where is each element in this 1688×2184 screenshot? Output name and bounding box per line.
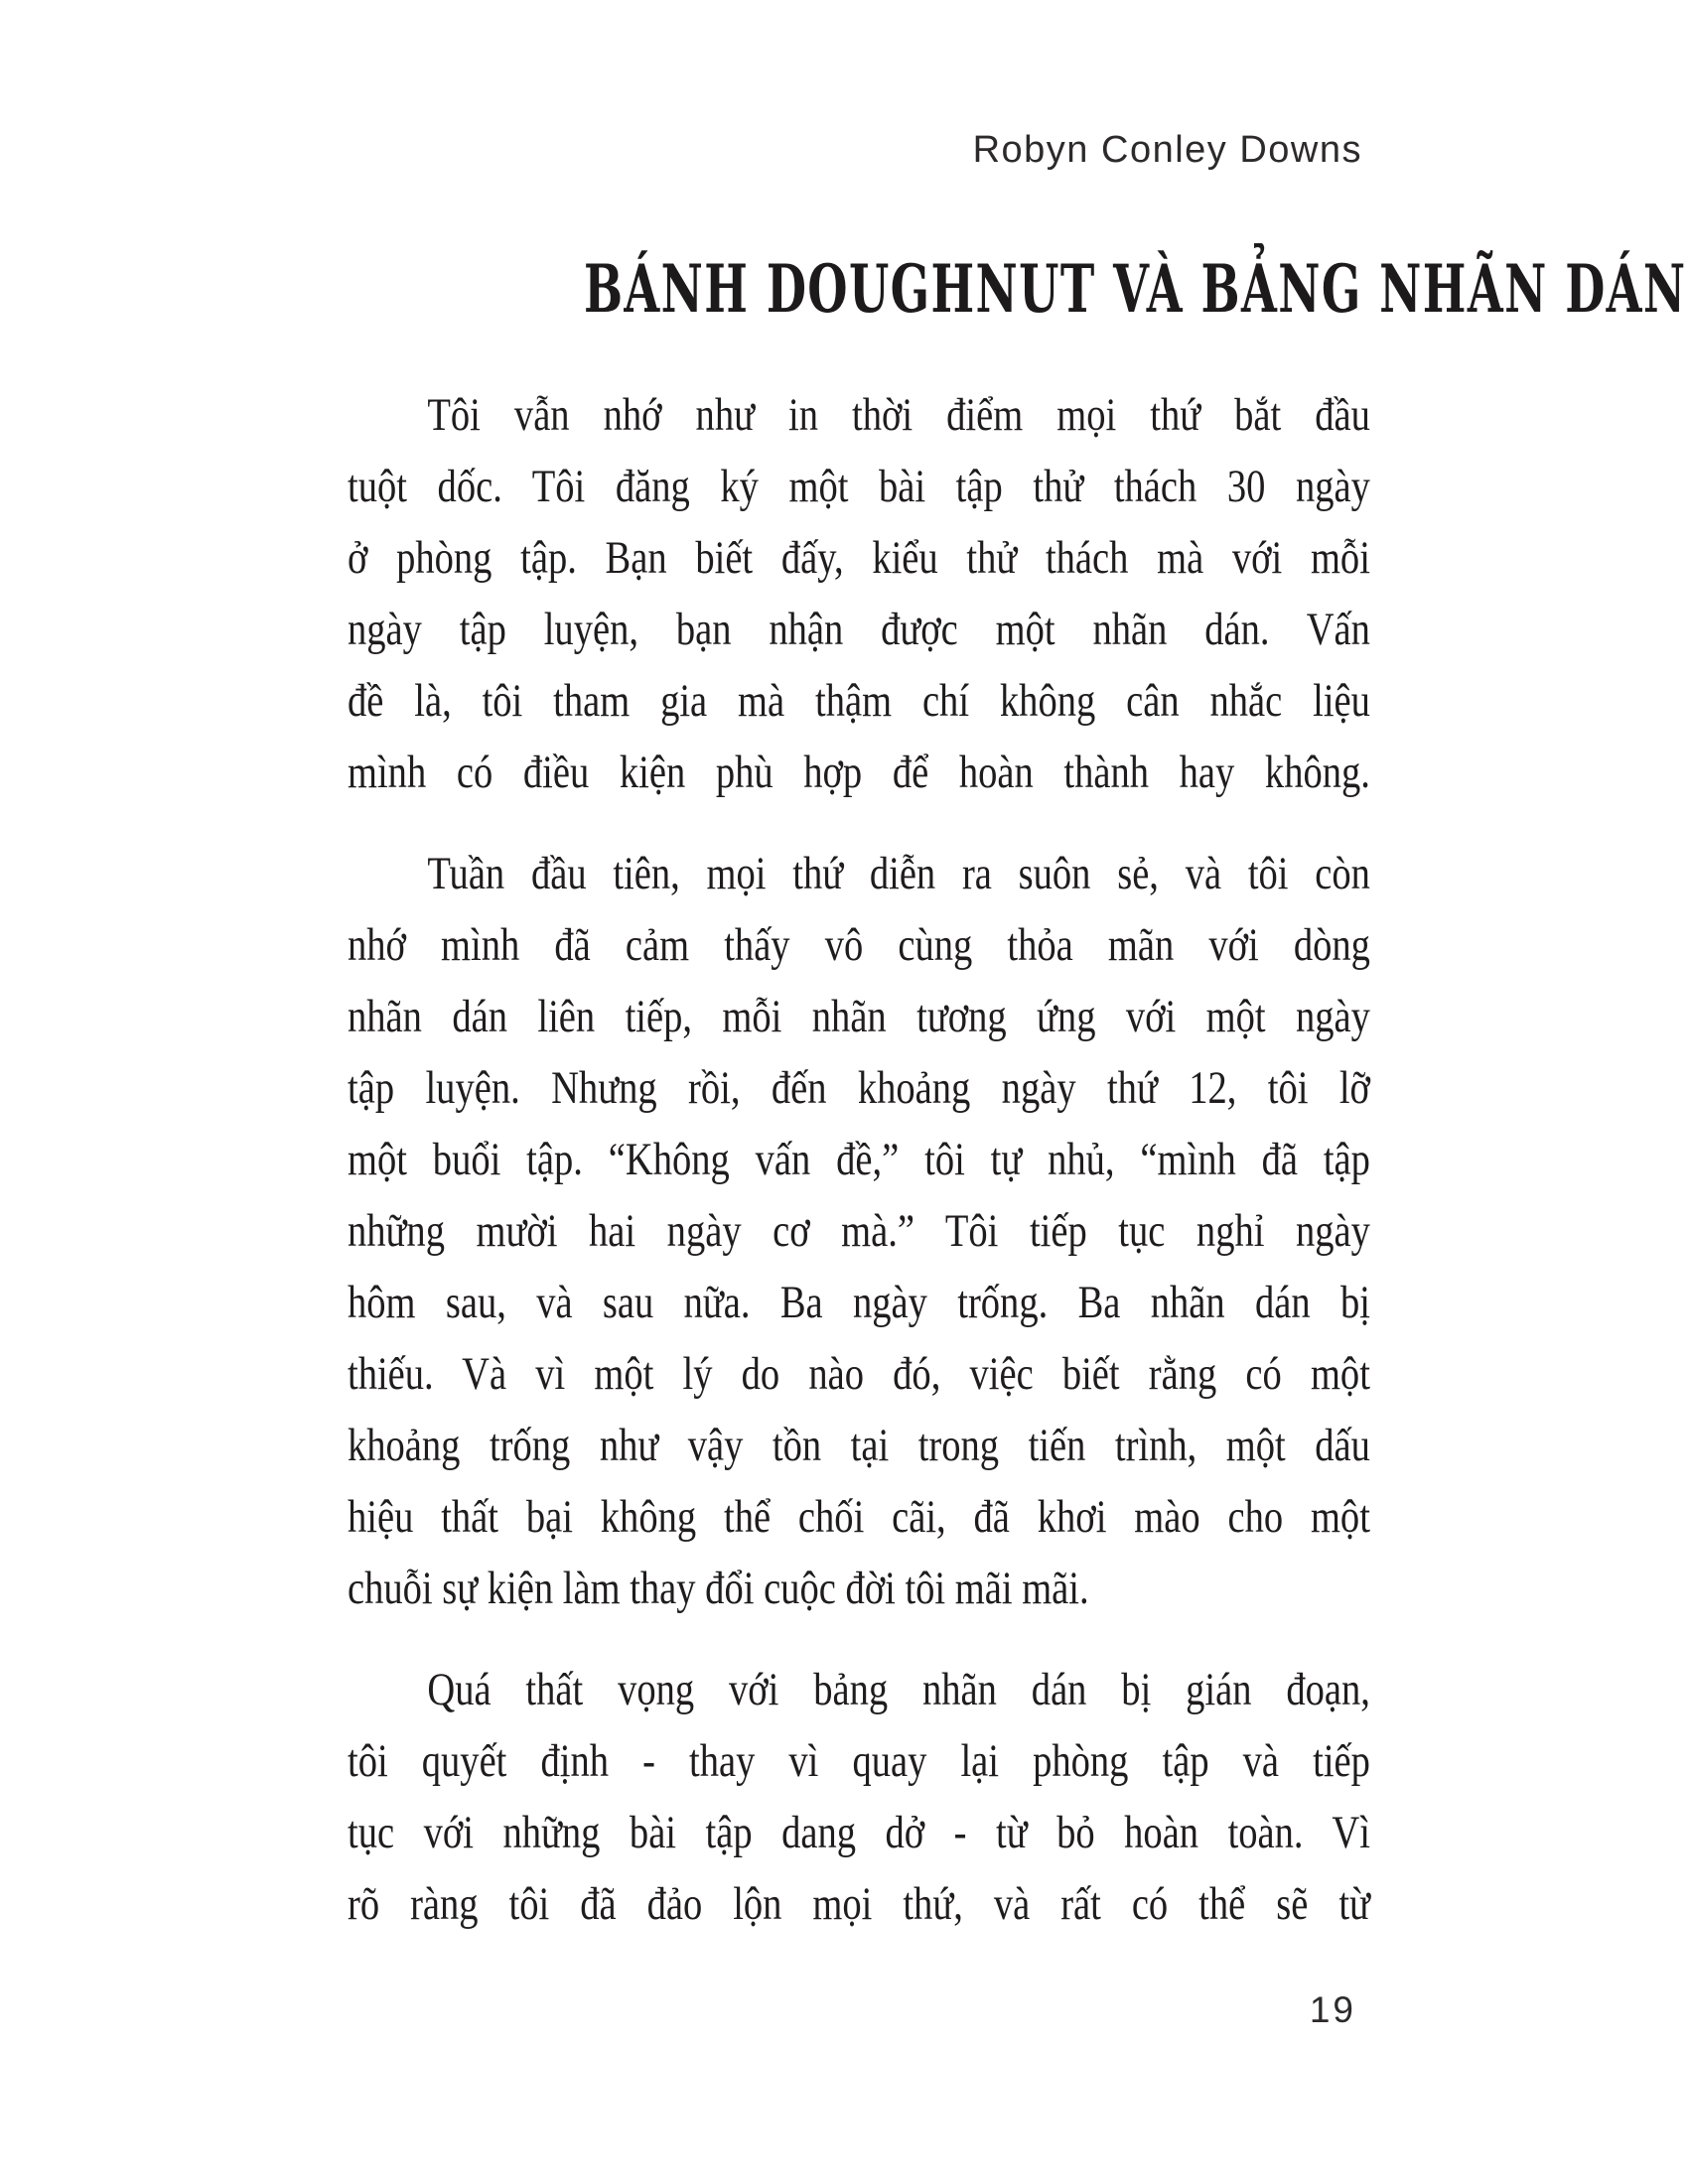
body-line: hôm sau, và sau nữa. Ba ngày trống. Ba nhãn dán bị	[348, 1277, 1370, 1328]
body-line: một buổi tập. “Không vấn đề,” tôi tự nhủ, “mình đã tập	[348, 1134, 1370, 1185]
body-line: thiếu. Và vì một lý do nào đó, việc biết rằng có một	[348, 1348, 1370, 1400]
body-line: tuột dốc. Tôi đăng ký một bài tập thử thách 30 ngày	[348, 461, 1370, 512]
body-line: chuỗi sự kiện làm thay đổi cuộc đời tôi mãi mãi.	[348, 1563, 1089, 1614]
body-line: mình có điều kiện phù hợp để hoàn thành hay không.	[348, 747, 1370, 798]
body-line: rõ ràng tôi đã đảo lộn mọi thứ, và rất có thể sẽ từ	[348, 1878, 1370, 1930]
paragraph-3	[348, 1654, 1370, 1940]
body-line: những mười hai ngày cơ mà.” Tôi tiếp tục nghỉ ngày	[348, 1205, 1370, 1257]
body-line: khoảng trống như vậy tồn tại trong tiến trình, một dấu	[348, 1420, 1370, 1471]
running-header-author: Robyn Conley Downs	[972, 129, 1362, 171]
chapter-title	[348, 250, 1687, 328]
body-line: Tôi vẫn nhớ như in thời điểm mọi thứ bắt đầu	[427, 389, 1370, 441]
body-line: tục với những bài tập dang dở - từ bỏ hoàn toàn. Vì	[348, 1807, 1370, 1858]
body-line: Tuần đầu tiên, mọi thứ diễn ra suôn sẻ, và tôi còn	[427, 848, 1370, 899]
body-line: Quá thất vọng với bảng nhãn dán bị gián đoạn,	[427, 1664, 1370, 1715]
body-line: nhãn dán liên tiếp, mỗi nhãn tương ứng với một ngày	[348, 991, 1370, 1042]
body-line: tập luyện. Nhưng rồi, đến khoảng ngày thứ 12, tôi lỡ	[348, 1062, 1370, 1114]
chapter-title-text: BÁNH DOUGHNUT VÀ BẢNG NHÃN DÁN	[583, 250, 1687, 328]
body-line: nhớ mình đã cảm thấy vô cùng thỏa mãn với dòng	[348, 919, 1370, 971]
body-line: ở phòng tập. Bạn biết đấy, kiểu thử thách mà với mỗi	[348, 532, 1370, 584]
paragraph-1	[348, 379, 1370, 808]
body-line: hiệu thất bại không thể chối cãi, đã khơi mào cho một	[348, 1491, 1370, 1543]
body-line: ngày tập luyện, bạn nhận được một nhãn dán. Vấn	[348, 604, 1370, 655]
body-text	[348, 379, 1370, 1940]
paragraph-2	[348, 838, 1370, 1624]
body-line: đề là, tôi tham gia mà thậm chí không cân nhắc liệu	[348, 675, 1370, 727]
body-line: tôi quyết định - thay vì quay lại phòng tập và tiếp	[348, 1735, 1370, 1787]
page-number: 19	[1309, 1989, 1356, 2030]
